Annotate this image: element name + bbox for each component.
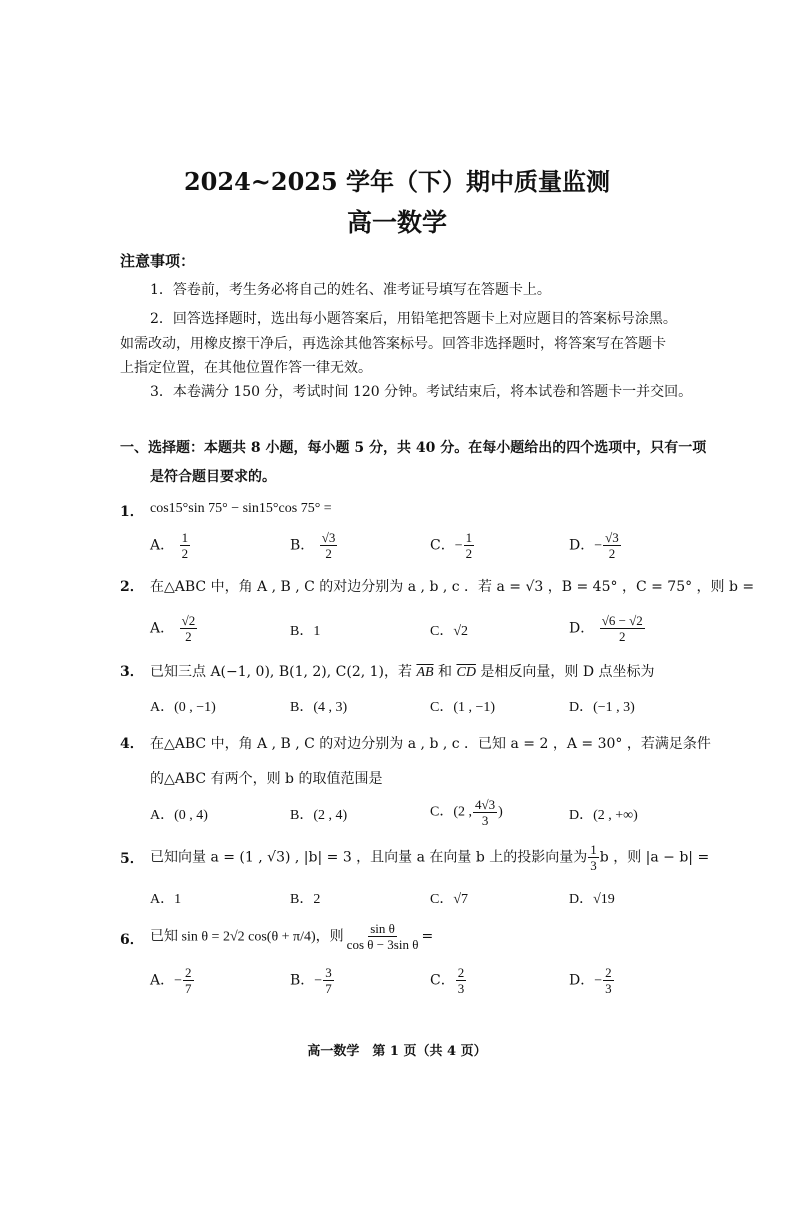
question-number: 5． xyxy=(120,851,144,867)
fraction-denominator: 2 xyxy=(325,546,332,561)
fraction xyxy=(600,613,645,644)
stem-text: 已知三点 A(−1, 0), B(1, 2), C(2, 1)，若 xyxy=(150,664,417,680)
question-4-stem-line-2: 的△ABC 有两个，则 b 的取值范围是 xyxy=(150,771,383,787)
minus-sign: − xyxy=(594,973,603,989)
q1-option-c xyxy=(430,530,475,561)
stem-text: 是相反向量，则 D 点坐标为 xyxy=(475,664,655,680)
fraction xyxy=(323,965,334,996)
q4-option-d: D．(2 , +∞) xyxy=(569,808,638,823)
stem-text: b ，则 |a − b| = xyxy=(599,849,710,866)
stem-text: 已知向量 a = (1 , √3) , |b| = 3 ，且向量 a 在向量 b 上的投影向量为 xyxy=(150,849,588,866)
option-label: B． xyxy=(290,537,315,554)
q3-option-a: A．(0 , −1) xyxy=(150,700,216,715)
stem-text: = xyxy=(421,928,434,945)
q4-option-a: A．(0 , 4) xyxy=(150,808,208,823)
fraction-numerator: 2 xyxy=(457,965,465,980)
paren-close: ) xyxy=(498,804,503,820)
q5-option-a: A．1 xyxy=(150,892,182,907)
fraction-denominator: 7 xyxy=(325,981,332,996)
fraction-denominator: 2 xyxy=(465,546,473,561)
q1-option-d xyxy=(569,530,622,561)
stem-text: 已知 sin θ = 2√2 cos(θ + π/4)，则 xyxy=(150,929,344,945)
fraction xyxy=(180,613,198,644)
option-label: C． xyxy=(430,537,455,554)
section-heading-line-1: 一、选择题：本题共 8 小题，每小题 5 分，共 40 分。在每小题给出的四个选项中，只有一项 xyxy=(120,440,707,456)
q6-option-c xyxy=(430,965,467,996)
question-number: 2． xyxy=(120,579,144,595)
notice-item-2-line-3: 上指定位置，在其他位置作答一律无效。 xyxy=(120,360,372,376)
fraction-denominator: 3 xyxy=(605,981,612,996)
option-label: C． xyxy=(430,972,455,989)
fraction xyxy=(180,530,191,561)
notice-item-1: 1．答卷前，考生务必将自己的姓名、准考证号填写在答题卡上。 xyxy=(150,282,551,298)
fraction-denominator: 7 xyxy=(185,981,192,996)
minus-sign: − xyxy=(174,973,183,989)
section-heading-line-2: 是符合题目要求的。 xyxy=(150,469,276,485)
fraction xyxy=(603,530,621,561)
fraction-denominator: 2 xyxy=(608,546,616,561)
option-label: D． xyxy=(569,620,595,637)
fraction-numerator: 4√3 xyxy=(475,797,496,812)
question-number: 3． xyxy=(120,664,144,680)
q4-option-c xyxy=(430,797,503,828)
q1-option-a xyxy=(150,530,191,561)
fraction-numerator: 1 xyxy=(465,530,473,545)
fraction-denominator: 2 xyxy=(185,629,192,644)
question-1-stem: cos15°sin 75° − sin15°cos 75° = xyxy=(150,501,332,516)
fraction-denominator: cos θ − 3sin θ xyxy=(346,937,419,952)
fraction xyxy=(473,797,497,828)
q3-option-c: C．(1 , −1) xyxy=(430,700,496,715)
fraction xyxy=(603,965,614,996)
q6-option-d xyxy=(569,965,615,996)
q5-option-c: C．√7 xyxy=(430,892,469,907)
exam-title: 2024~2025 学年（下）期中质量监测 xyxy=(183,167,611,196)
q2-option-d xyxy=(569,613,646,644)
q3-option-b: B．(4 , 3) xyxy=(290,700,348,715)
fraction xyxy=(183,965,194,996)
notice-item-2-line-2: 如需改动，用橡皮擦干净后，再选涂其他答案标号。回答非选择题时，将答案写在答题卡 xyxy=(120,336,666,352)
fraction-numerator: sin θ xyxy=(370,921,395,936)
fraction-numerator: 3 xyxy=(325,965,332,980)
fraction-denominator: 2 xyxy=(181,546,189,561)
fraction xyxy=(588,842,599,873)
question-3-stem xyxy=(150,661,655,681)
fraction-denominator: 2 xyxy=(618,629,626,644)
fraction-numerator: 1 xyxy=(181,530,189,545)
q6-option-b xyxy=(290,965,335,996)
minus-sign: − xyxy=(454,538,463,554)
vector-cd: $\overline{CD}$ xyxy=(456,665,476,680)
fraction-numerator: 2 xyxy=(605,965,612,980)
fraction xyxy=(456,965,467,996)
page-footer: 高一数学 第 1 页（共 4 页） xyxy=(307,1044,487,1059)
fraction-numerator: 2 xyxy=(185,965,192,980)
option-label: D． xyxy=(569,537,595,554)
option-label: D． xyxy=(569,972,595,989)
q2-option-c: C．√2 xyxy=(430,624,469,639)
q5-option-d: D．√19 xyxy=(569,892,615,907)
exam-subject: 高一数学 xyxy=(346,208,447,237)
vector-ab: $\overline{AB}$ xyxy=(416,665,434,680)
question-6-stem xyxy=(150,921,433,952)
q2-option-b: B．1 xyxy=(290,624,321,639)
fraction xyxy=(345,921,421,952)
question-5-stem xyxy=(150,842,709,873)
q5-option-b: B．2 xyxy=(290,892,321,907)
question-number: 6． xyxy=(120,932,144,948)
q6-option-a xyxy=(150,965,195,996)
fraction xyxy=(320,530,338,561)
fraction-numerator: √6 − √2 xyxy=(601,613,643,628)
notice-item-2-line-1: 2．回答选择题时，选出每小题答案后，用铅笔把答题卡上对应题目的答案标号涂黑。 xyxy=(150,311,677,327)
option-label: B． xyxy=(290,972,315,989)
q4-option-b: B．(2 , 4) xyxy=(290,808,348,823)
fraction-numerator: √2 xyxy=(181,613,196,628)
q2-option-a xyxy=(150,613,198,644)
fraction-numerator: √3 xyxy=(321,530,336,545)
q3-option-d: D．(−1 , 3) xyxy=(569,700,635,715)
q1-option-b xyxy=(290,530,338,561)
option-label: A． xyxy=(150,537,175,554)
minus-sign: − xyxy=(314,973,323,989)
question-4-stem-line-1: 在△ABC 中，角 A , B , C 的对边分别为 a , b , c ．已知 a = 2 ，A = 30° ，若满足条件 xyxy=(150,736,711,752)
question-number: 1． xyxy=(120,504,144,520)
fraction-numerator: 1 xyxy=(590,842,597,857)
fraction-denominator: 3 xyxy=(457,981,465,996)
stem-text: 和 xyxy=(433,664,457,680)
question-number: 4． xyxy=(120,736,144,752)
minus-sign: − xyxy=(594,538,603,554)
notice-item-3: 3．本卷满分 150 分，考试时间 120 分钟。考试结束后，将本试卷和答题卡一并交回。 xyxy=(150,384,693,400)
fraction-denominator: 3 xyxy=(590,858,597,873)
option-label: A． xyxy=(150,620,175,637)
notice-heading: 注意事项： xyxy=(120,252,196,270)
fraction-numerator: √3 xyxy=(605,530,619,545)
fraction xyxy=(464,530,475,561)
option-label: C．(2 , xyxy=(430,804,472,820)
question-2-stem: 在△ABC 中，角 A , B , C 的对边分别为 a , b , c ．若 a = √3 ，B = 45° ，C = 75° ，则 b = xyxy=(150,579,755,595)
option-label: A． xyxy=(150,972,175,989)
fraction-denominator: 3 xyxy=(481,813,489,828)
